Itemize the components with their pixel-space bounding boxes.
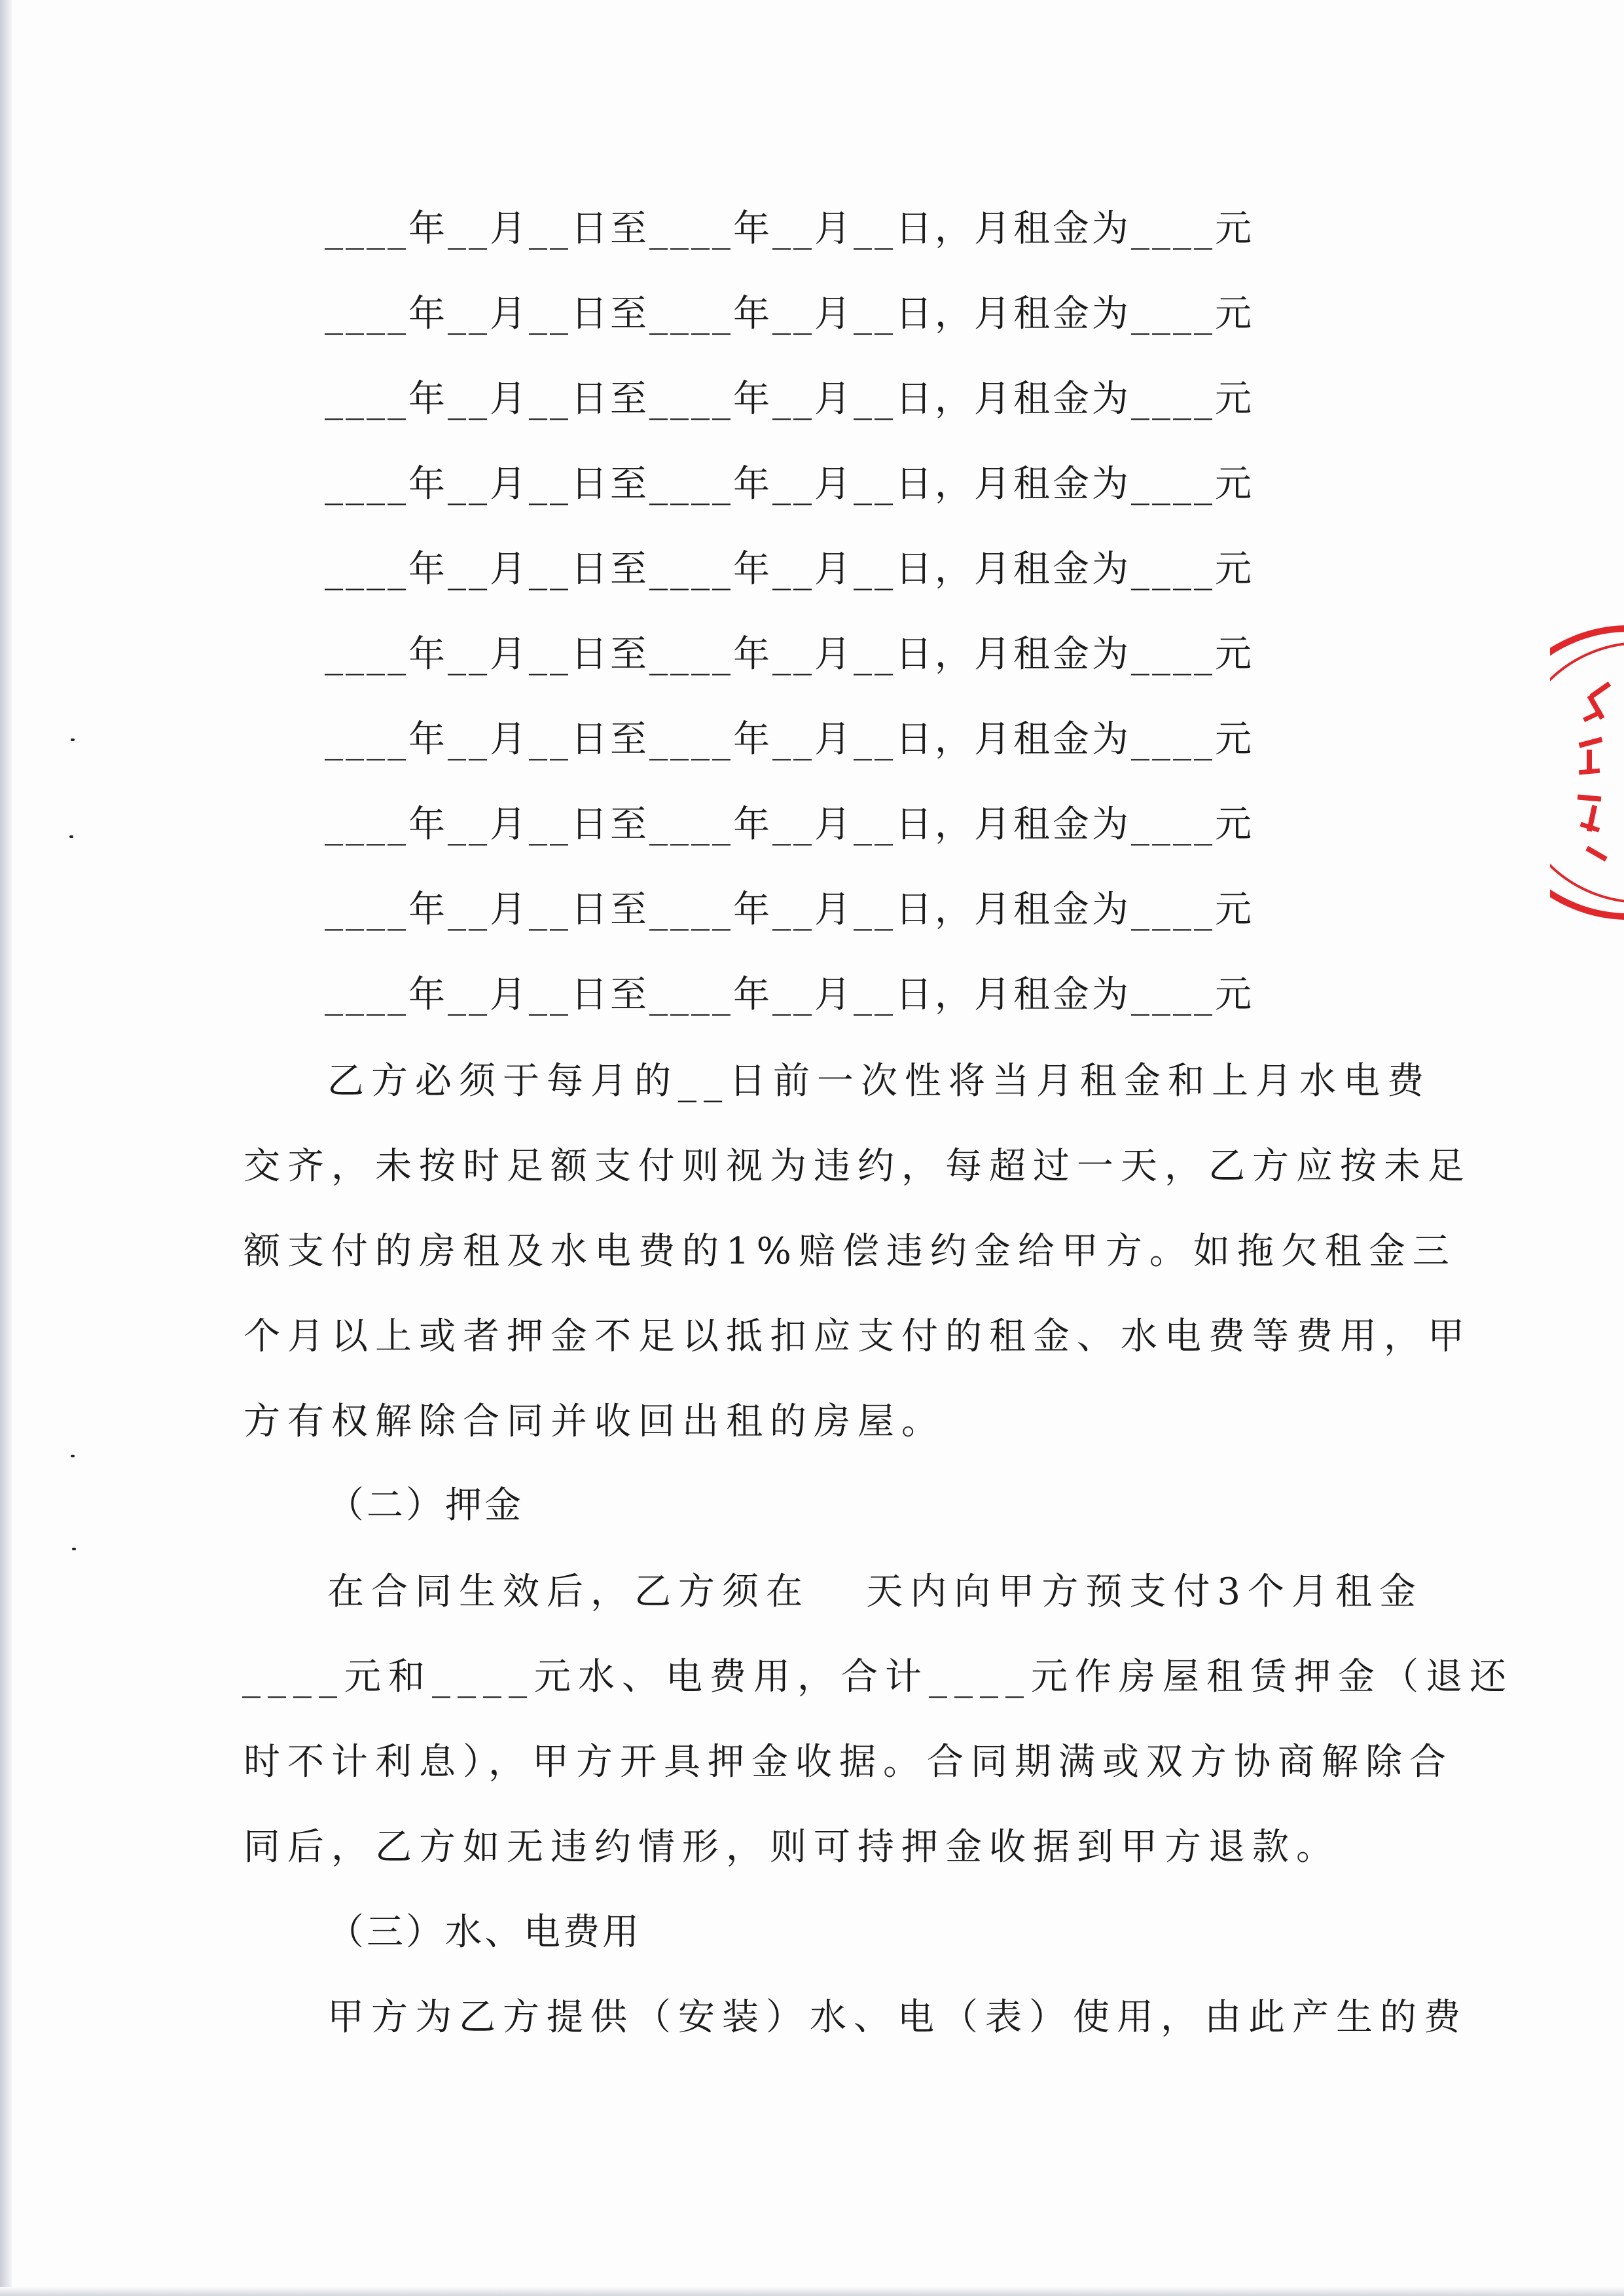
binding-mark bbox=[72, 1548, 76, 1550]
deposit-paragraph-line: 在合同生效后，乙方须在 天内向甲方预支付3个月租金 bbox=[327, 1571, 1424, 1613]
rent-schedule-row: ____年__月__日至____年__月__日，月租金为____元 bbox=[325, 803, 1254, 846]
deposit-paragraph-line: 同后，乙方如无违约情形，则可持押金收据到甲方退款。 bbox=[244, 1826, 1340, 1868]
rent-schedule-row: ____年__月__日至____年__月__日，月租金为____元 bbox=[325, 633, 1254, 676]
binding-mark bbox=[71, 738, 75, 741]
rent-schedule-row: ____年__月__日至____年__月__日，月租金为____元 bbox=[325, 463, 1254, 505]
deposit-heading: （二）押金 bbox=[327, 1484, 524, 1527]
scan-edge-shadow bbox=[0, 0, 12, 2296]
payment-paragraph-line: 额支付的房租及水电费的1%赔偿违约金给甲方。如拖欠租金三 bbox=[244, 1230, 1456, 1273]
scan-bottom-shadow bbox=[0, 2287, 1624, 2296]
payment-paragraph-line: 个月以上或者押金不足以抵扣应支付的租金、水电费等费用，甲 bbox=[244, 1315, 1471, 1358]
rent-schedule-row: ____年__月__日至____年__月__日，月租金为____元 bbox=[325, 888, 1254, 931]
utility-heading: （三）水、电费用 bbox=[327, 1911, 641, 1954]
deposit-paragraph-line: ____元和____元水、电费用，合计____元作房屋租赁押金（退还 bbox=[242, 1656, 1513, 1698]
rent-schedule-row: ____年__月__日至____年__月__日，月租金为____元 bbox=[325, 293, 1254, 335]
binding-mark bbox=[71, 1455, 75, 1457]
rent-schedule-row: ____年__月__日至____年__月__日，月租金为____元 bbox=[325, 208, 1254, 250]
binding-mark bbox=[69, 835, 73, 838]
rent-schedule-row: ____年__月__日至____年__月__日，月租金为____元 bbox=[325, 718, 1254, 761]
red-seal-stamp bbox=[1550, 615, 1624, 930]
rent-schedule-row: ____年__月__日至____年__月__日，月租金为____元 bbox=[325, 548, 1254, 591]
payment-paragraph-line: 方有权解除合同并收回出租的房屋。 bbox=[244, 1400, 945, 1443]
payment-paragraph-line: 交齐，未按时足额支付则视为违约，每超过一天，乙方应按未足 bbox=[244, 1145, 1471, 1188]
rent-schedule-row: ____年__月__日至____年__月__日，月租金为____元 bbox=[325, 974, 1254, 1016]
payment-paragraph-line: 乙方必须于每月的__日前一次性将当月租金和上月水电费 bbox=[327, 1060, 1431, 1102]
utility-paragraph-line: 甲方为乙方提供（安装）水、电（表）使用，由此产生的费 bbox=[327, 1996, 1468, 2039]
rent-schedule-row: ____年__月__日至____年__月__日，月租金为____元 bbox=[325, 378, 1254, 420]
deposit-paragraph-line: 时不计利息），甲方开具押金收据。合同期满或双方协商解除合 bbox=[244, 1741, 1453, 1783]
